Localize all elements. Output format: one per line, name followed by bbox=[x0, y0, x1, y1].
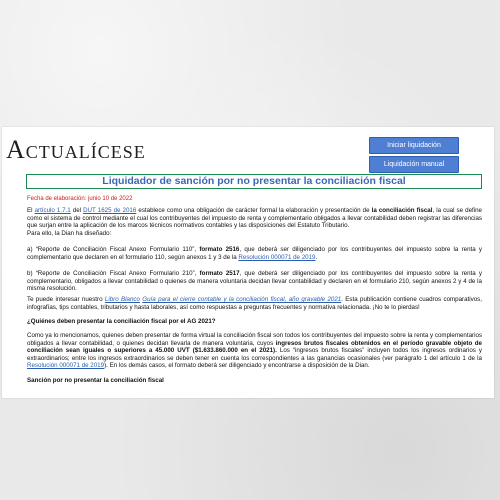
start-liquidation-button[interactable]: Iniciar liquidación bbox=[369, 137, 459, 154]
text: , la cual se define como el sistema de control mediante el cual los contribuyentes del impuesto de renta y complementario obligados a llevar contabilidad deben registrar las diferencias que surjan entre la aplicación de los marcos técnicos normativos contables y las disposiciones del Estatuto Tributario. bbox=[27, 207, 483, 230]
format-2516-paragraph bbox=[27, 246, 482, 261]
text: , que deberá ser diligenciado por los contribuyentes del impuesto sobre la renta y complementario, obligados a llevar contabilidad o quienes de manera voluntaria decidan llevar contabilidad y declaren en el formulario 210, según anexos 2 y 4 de la misma resolución. bbox=[27, 270, 482, 293]
dut-link[interactable]: DUT 1625 de 2016 bbox=[83, 207, 137, 214]
intro-paragraph bbox=[27, 207, 482, 237]
elaboration-date: Fecha de elaboración: junio 10 de 2022 bbox=[27, 196, 133, 202]
text: establece como una obligación de carácter formal la elaboración y presentación de bbox=[136, 207, 372, 214]
text: . bbox=[315, 253, 318, 261]
text: del bbox=[70, 207, 84, 214]
text: Te puede interesar nuestro bbox=[27, 296, 105, 303]
article-link[interactable]: artículo 1.7.1 bbox=[34, 207, 71, 214]
format-2517-paragraph bbox=[27, 270, 482, 293]
text: . Esta publicación contiene cuadros comparativos, infografías, tips contables, tributarios y hasta laborales, así como respuestas a preguntas frecuentes y normativa relacionada. ¡No te lo pierdas! bbox=[27, 296, 482, 311]
libro-blanco-link[interactable]: Libro Blanco bbox=[104, 296, 140, 303]
section-heading-sanction: Sanción por no presentar la conciliación fiscal bbox=[27, 377, 164, 384]
text-strong: la conciliación fiscal bbox=[371, 207, 433, 214]
actualicese-logo[interactable]: Actualícese bbox=[6, 135, 146, 164]
section-heading-who: ¿Quiénes deben presentar la conciliación fiscal por el AG 2021? bbox=[27, 318, 216, 325]
text-strong: ingresos brutos fiscales obtenidos en el período gravable objeto de conciliación sean iguales o superiores a 45.000 UVT ($1.633.860.000 en el 2021). bbox=[27, 339, 483, 355]
promo-paragraph bbox=[27, 296, 482, 311]
manual-liquidation-button[interactable]: Liquidación manual bbox=[369, 156, 459, 173]
text-strong: formato 2517 bbox=[199, 270, 240, 277]
document-sheet bbox=[2, 127, 494, 398]
guide-link[interactable]: Guía para el cierre contable y la conciliación fiscal, año gravable 2021 bbox=[142, 296, 342, 303]
text: b) “Reporte de Conciliación Fiscal Anexo Formulario 210”, bbox=[27, 270, 200, 277]
text: , que deberá ser diligenciado por los contribuyentes del impuesto sobre la renta y complementario que declaren en el formulario 110, según anexos 1 y 3 de la bbox=[27, 246, 483, 261]
text: Para ello, la Dian ha diseñado: bbox=[27, 229, 112, 237]
text: El bbox=[27, 207, 35, 214]
text: ). En los demás casos, el formato deberá ser diligenciado y encontrarse a disposición de la Dian. bbox=[104, 362, 370, 370]
resolution-link[interactable]: Resolución 000071 de 2019 bbox=[27, 362, 105, 370]
text: Como ya lo mencionamos, quienes deben presentar de forma virtual la conciliación fiscal son todos los contribuyentes del impuesto sobre la renta y complementarios obligados a llevar contabilidad, o quienes decidan llevarla de manera voluntaria, cuyos bbox=[27, 332, 482, 347]
text-strong: formato 2516 bbox=[199, 246, 240, 253]
text: Los “ingresos brutos fiscales” incluyen todos los ingresos ordinarios y extraordinarios; entre los ingresos extraordinarios se deben tener en cuenta los correspondientes a las ganancias ocasionales (ver parágrafo 1 del artículo 1 de la bbox=[27, 347, 483, 362]
who-paragraph bbox=[27, 332, 482, 370]
resolution-link[interactable]: Resolución 000071 de 2019 bbox=[238, 253, 316, 261]
text: a) “Reporte de Conciliación Fiscal Anexo Formulario 110”, bbox=[27, 246, 200, 253]
page-title: Liquidador de sanción por no presentar la conciliación fiscal bbox=[26, 174, 482, 189]
